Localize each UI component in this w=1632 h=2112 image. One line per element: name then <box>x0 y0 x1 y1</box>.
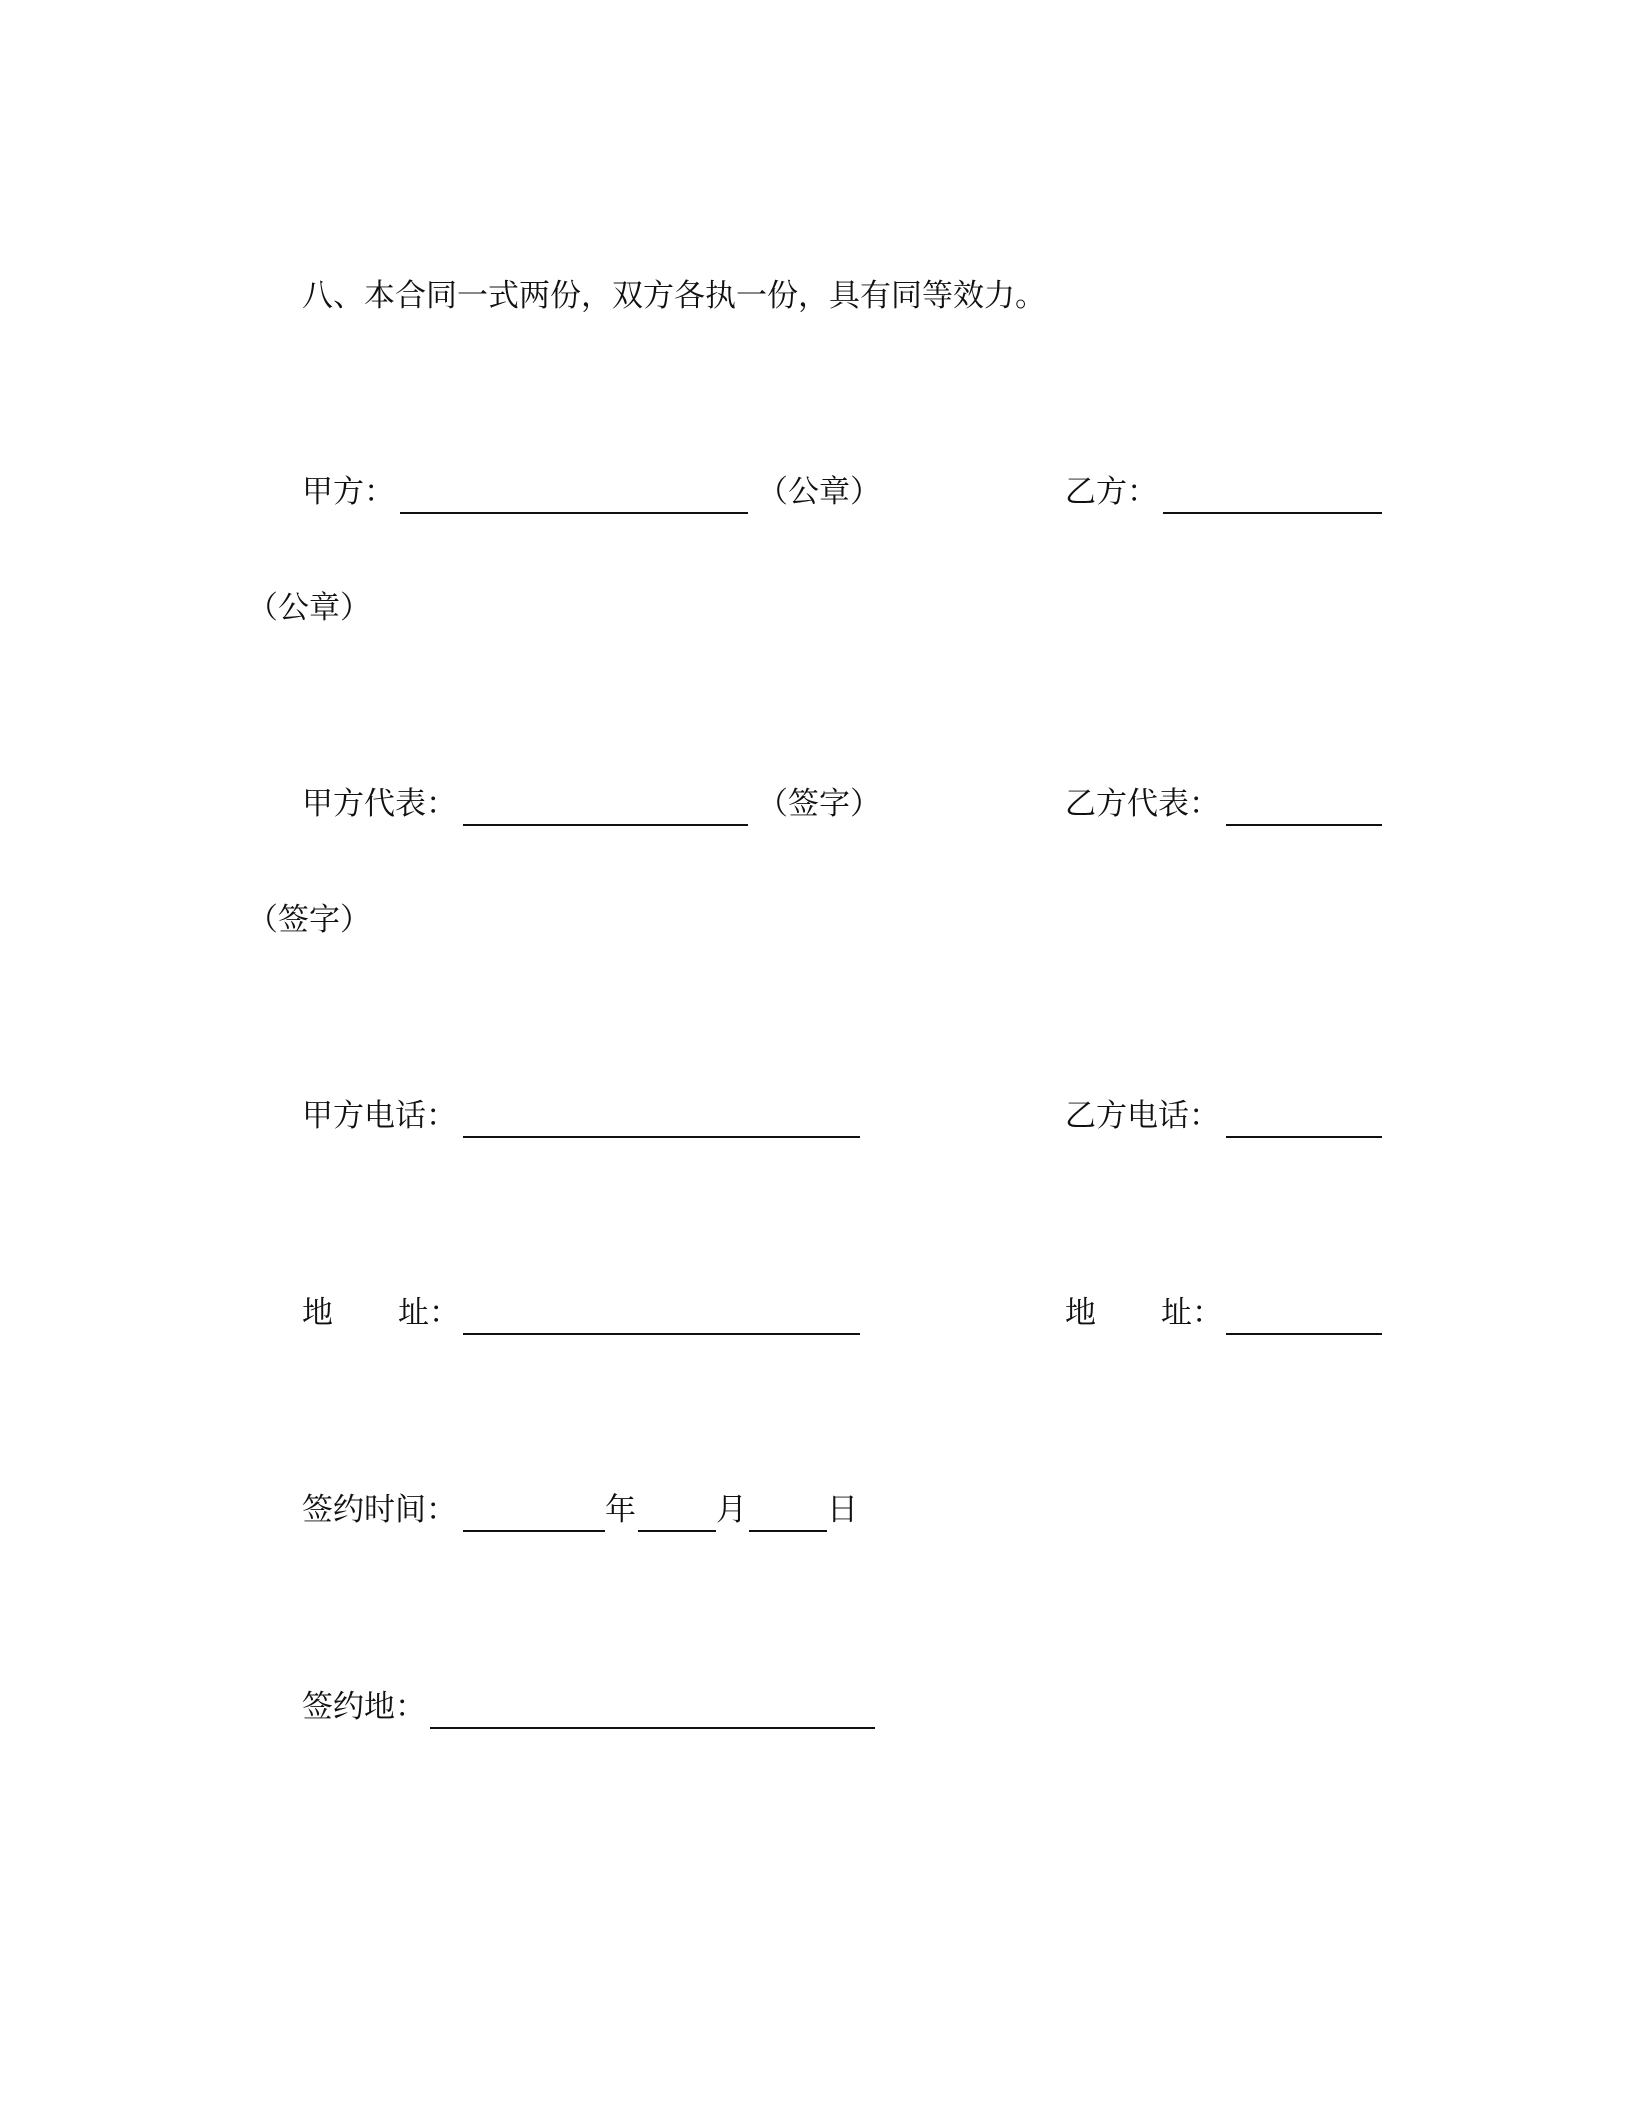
party-b-blank[interactable] <box>1163 512 1382 514</box>
rep-b-blank[interactable] <box>1226 824 1382 826</box>
sign-place-blank[interactable] <box>430 1727 875 1729</box>
phone-b-blank[interactable] <box>1226 1136 1382 1138</box>
sign-date-month-unit: 月 <box>716 1492 747 1528</box>
sign-date-month-blank[interactable] <box>638 1530 716 1532</box>
clause-8-text: 八、本合同一式两份，双方各执一份，具有同等效力。 <box>302 278 1046 314</box>
address-a-label-char2: 址： <box>398 1295 460 1331</box>
sign-date-year-blank[interactable] <box>463 1530 605 1532</box>
party-a-label: 甲方： <box>302 474 395 510</box>
phone-a-blank[interactable] <box>463 1136 860 1138</box>
address-b-blank[interactable] <box>1226 1333 1382 1335</box>
party-b-label: 乙方： <box>1065 474 1158 510</box>
sign-date-year-unit: 年 <box>605 1492 636 1528</box>
rep-a-label: 甲方代表： <box>302 786 457 822</box>
party-b-seal-note: （公章） <box>247 590 371 626</box>
address-a-blank[interactable] <box>463 1333 860 1335</box>
rep-b-sign-note: （签字） <box>247 902 371 938</box>
sign-date-label: 签约时间： <box>302 1492 457 1528</box>
sign-place-label: 签约地： <box>302 1689 426 1725</box>
phone-a-label: 甲方电话： <box>302 1098 457 1134</box>
rep-a-sign-note: （签字） <box>757 786 881 822</box>
sign-date-day-unit: 日 <box>827 1492 858 1528</box>
address-b-label-char2: 址： <box>1161 1295 1223 1331</box>
rep-b-label: 乙方代表： <box>1065 786 1220 822</box>
party-a-seal-note: （公章） <box>757 474 881 510</box>
phone-b-label: 乙方电话： <box>1065 1098 1220 1134</box>
sign-date-day-blank[interactable] <box>749 1530 827 1532</box>
party-a-blank[interactable] <box>400 512 748 514</box>
address-b-label-char1: 地 <box>1065 1295 1096 1331</box>
address-a-label-char1: 地 <box>302 1295 333 1331</box>
rep-a-blank[interactable] <box>463 824 748 826</box>
